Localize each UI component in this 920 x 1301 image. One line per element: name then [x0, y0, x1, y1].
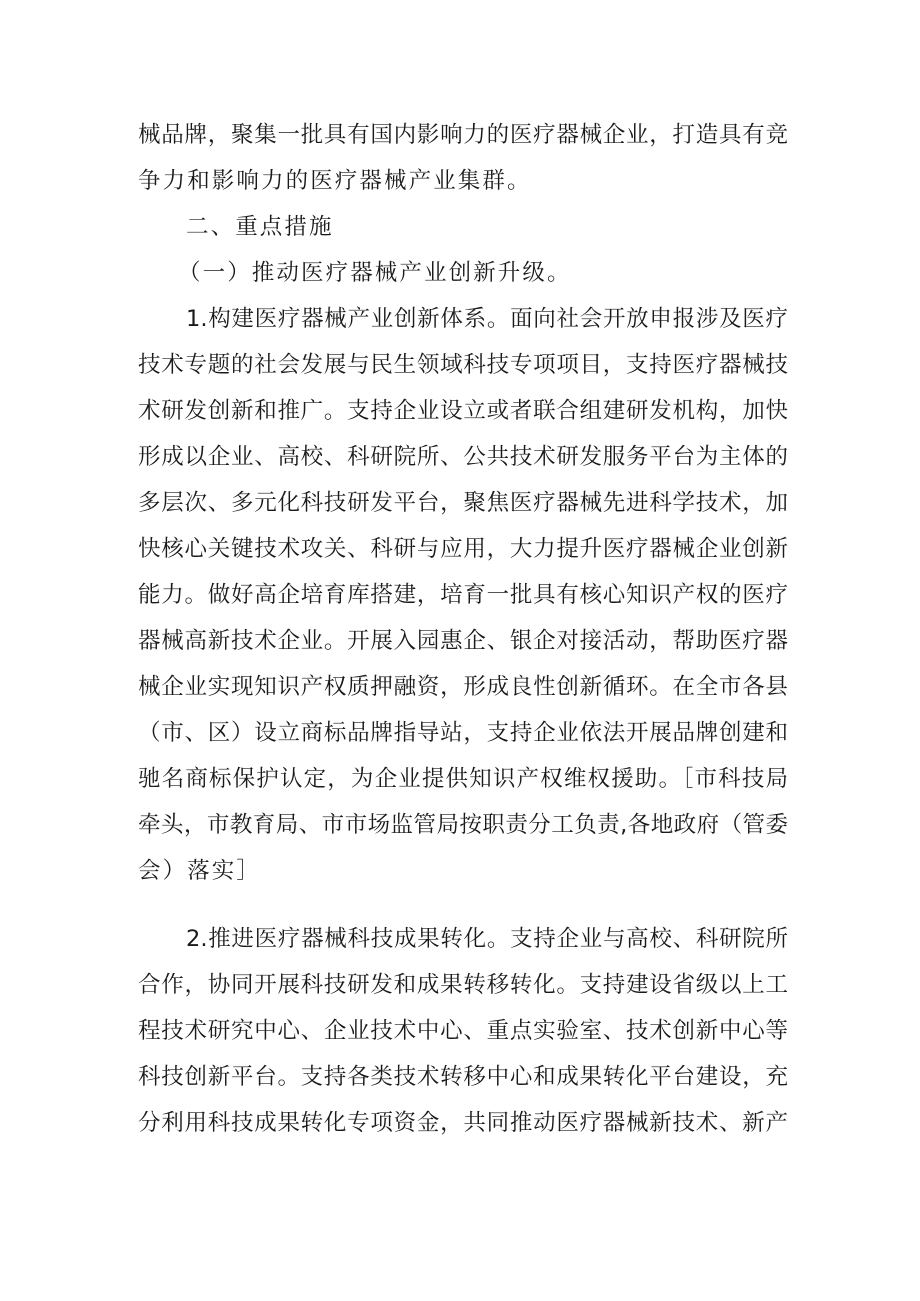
text-line: 械企业实现知识产权质押融资，形成良性创新循环。在全市各县 [138, 674, 788, 700]
text-line: 器械高新技术企业。开展入园惠企、银企对接活动，帮助医疗器 [138, 628, 788, 654]
subsection-heading: （一）推动医疗器械产业创新升级。 [178, 260, 572, 286]
text-line: 合作，协同开展科技研发和成果转移转化。支持建设省级以上工 [138, 972, 788, 998]
text-line: 械品牌，聚集一批具有国内影响力的医疗器械企业，打造具有竞 [138, 122, 788, 148]
text-line: 技术专题的社会发展与民生领域科技专项项目，支持医疗器械技 [138, 352, 788, 378]
text-line: 分利用科技成果转化专项资金，共同推动医疗器械新技术、新产 [138, 1110, 788, 1136]
text-line: 争力和影响力的医疗器械产业集群。 [138, 168, 532, 194]
section-heading: 二、重点措施 [186, 214, 334, 240]
text-line: 科技创新平台。支持各类技术转移中心和成果转化平台建设，充 [138, 1064, 788, 1090]
text-line: （市、区）设立商标品牌指导站，支持企业依法开展品牌创建和 [138, 720, 788, 746]
text-line: 术研发创新和推广。支持企业设立或者联合组建研发机构，加快 [138, 398, 788, 424]
text-line: 2.推进医疗器械科技成果转化。支持企业与高校、科研院所 [186, 926, 788, 952]
text-line: 驰名商标保护认定，为企业提供知识产权维权援助。［市科技局 [138, 766, 788, 792]
text-line: 牵头，市教育局、市市场监管局按职责分工负责,各地政府（管委 [138, 812, 788, 838]
text-line: 多层次、多元化科技研发平台，聚焦医疗器械先进科学技术，加 [138, 490, 788, 516]
text-line: 形成以企业、高校、科研院所、公共技术研发服务平台为主体的 [138, 444, 788, 470]
text-line: 程技术研究中心、企业技术中心、重点实验室、技术创新中心等 [138, 1018, 788, 1044]
text-line: 会）落实］ [138, 858, 262, 884]
text-line: 能力。做好高企培育库搭建，培育一批具有核心知识产权的医疗 [138, 582, 788, 608]
text-line: 1.构建医疗器械产业创新体系。面向社会开放申报涉及医疗 [186, 306, 788, 332]
text-line: 快核心关键技术攻关、科研与应用，大力提升医疗器械企业创新 [138, 536, 788, 562]
